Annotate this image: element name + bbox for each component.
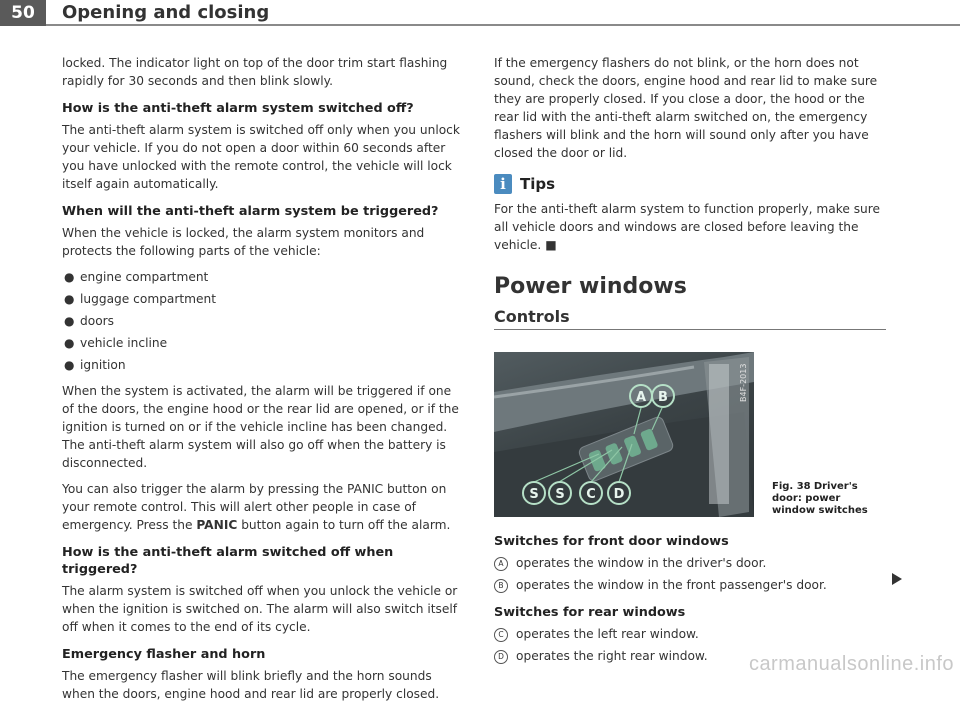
- flasher-check-text: If the emergency flashers do not blink, or the horn does not sound, check the doors, engine hood and rear lid to make sure they are properly closed. If you close a door, the hood or the rear lid with the anti-theft alarm switched on, the emergency flashers will blink and the horn will sound only after you have closed the door or lid.: [494, 56, 878, 160]
- heading-flasher-horn: Emergency flasher and horn: [62, 647, 266, 662]
- alarm-switch-off-text: The alarm system is switched off when you unlock the vehicle or when the ignition is switched on. The alarm will also switch itself off when it comes to the end of its cycle.: [62, 584, 458, 634]
- label-c-icon: C: [494, 628, 508, 642]
- figure: [494, 352, 886, 517]
- chapter-title: Opening and closing: [62, 2, 270, 23]
- heading-alarm-off: How is the anti-theft alarm system switched off?: [62, 101, 414, 116]
- bullet-icon: ●: [64, 270, 75, 284]
- arrow-right-icon[interactable]: [892, 573, 902, 585]
- tips-text: For the anti-theft alarm system to function properly, make sure all vehicle doors and windows are closed before leaving the vehicle. ■: [494, 202, 881, 252]
- figure-caption: [772, 481, 882, 517]
- monitored-parts-list: [62, 268, 462, 374]
- svg-text:C: C: [586, 487, 596, 502]
- list-item: ● doors: [64, 314, 115, 328]
- svg-text:S: S: [529, 487, 539, 502]
- list-item: ● engine compartment: [64, 270, 209, 284]
- page-number: 50: [0, 0, 46, 26]
- watermark: carmanualsonline.info: [748, 653, 954, 675]
- heading-alarm-switched-off: How is the anti-theft alarm switched off when triggered?: [62, 545, 394, 577]
- list-item: C operates the left rear window.: [494, 625, 886, 643]
- list-item: ● vehicle incline: [64, 336, 168, 350]
- bullet-icon: ●: [64, 314, 75, 328]
- list-item: B operates the window in the front passenger's door.: [494, 576, 886, 594]
- tips-header: [494, 174, 886, 194]
- figure-number: Fig. 38: [772, 481, 811, 492]
- svg-text:B: B: [658, 390, 668, 405]
- panic-text: You can also trigger the alarm by pressing the PANIC button on your remote control. This will alert other people in case of emergency. Press the PANIC button again to turn off the alarm.: [62, 482, 451, 532]
- label-d-icon: D: [494, 650, 508, 664]
- flasher-horn-text: The emergency flasher will blink briefly and the horn sounds when the doors, engine hood and rear lid are properly closed.: [62, 669, 440, 701]
- subsection-rule: [494, 329, 886, 330]
- figure-code: B4F-2013: [739, 363, 748, 402]
- window-switch-photo: [494, 352, 754, 517]
- list-item: D operates the right rear window.: [494, 647, 886, 665]
- list-item: ● ignition: [64, 358, 126, 372]
- label-a-icon: A: [494, 557, 508, 571]
- door-panel-illustration: [494, 352, 754, 517]
- right-column: [494, 54, 886, 669]
- alarm-monitor-text: When the vehicle is locked, the alarm system monitors and protects the following parts of the vehicle:: [62, 226, 425, 258]
- bullet-icon: ●: [64, 292, 75, 306]
- heading-alarm-triggered: When will the anti-theft alarm system be triggered?: [62, 204, 439, 219]
- panic-label: PANIC: [196, 518, 238, 532]
- figure-title: Driver's door: power window switches: [772, 481, 868, 516]
- bullet-icon: ●: [64, 336, 75, 350]
- alarm-off-text: The anti-theft alarm system is switched off only when you unlock your vehicle. If you do not open a door within 60 seconds after you have unlocked with the remote control, the vehicle will lock itself again automatically.: [62, 123, 460, 191]
- tips-label: Tips: [520, 175, 556, 193]
- subsection-title: Controls: [494, 307, 570, 326]
- alarm-activation-text: When the system is activated, the alarm will be triggered if one of the doors, the engine hood or the rear lid are opened, or if the ignition is turned on or if the vehicle incline has been changed. The anti-theft alarm system will also go off when the battery is disconnected.: [62, 384, 459, 470]
- section-title: Power windows: [494, 274, 687, 299]
- heading-front-switches: Switches for front door windows: [494, 534, 729, 549]
- bullet-icon: ●: [64, 358, 75, 372]
- list-item: ● luggage compartment: [64, 292, 217, 306]
- header-rule: [46, 24, 960, 26]
- svg-text:S: S: [555, 487, 565, 502]
- intro-text: locked. The indicator light on top of the door trim start flashing rapidly for 30 seconds and then blink slowly.: [62, 56, 448, 88]
- left-column: [62, 54, 462, 711]
- list-item: A operates the window in the driver's door.: [494, 554, 886, 572]
- info-icon: i: [494, 174, 512, 194]
- label-b-icon: B: [494, 579, 508, 593]
- svg-text:A: A: [635, 390, 647, 405]
- heading-rear-switches: Switches for rear windows: [494, 605, 686, 620]
- svg-text:D: D: [613, 487, 625, 502]
